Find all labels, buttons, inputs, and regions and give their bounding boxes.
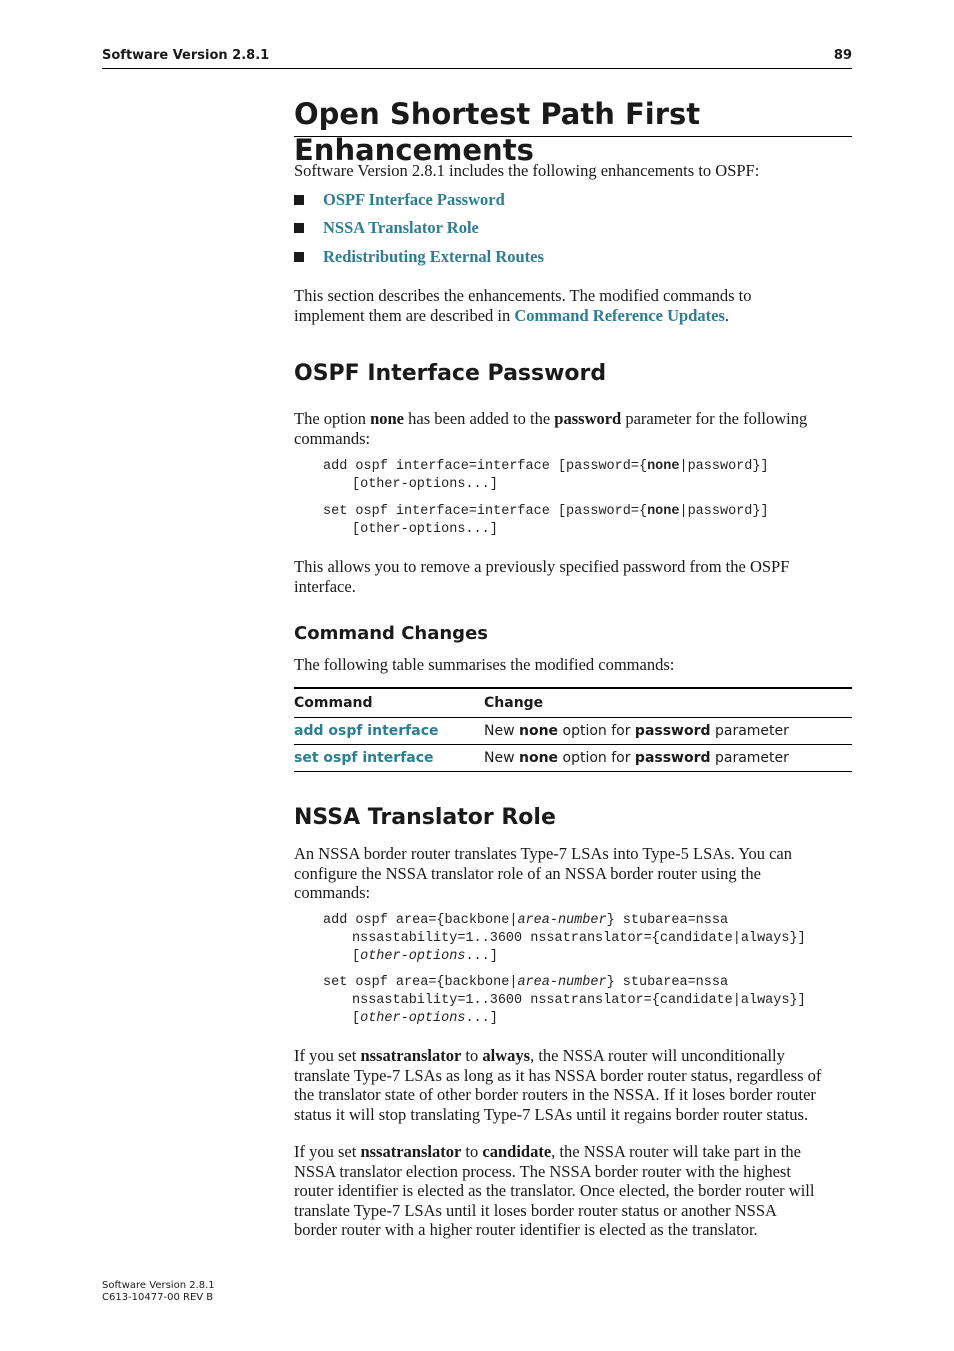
- command-changes-desc: The following table summarises the modified commands:: [294, 655, 675, 674]
- code-text: |password}]: [679, 459, 769, 474]
- bullet-square-icon: [294, 252, 304, 262]
- text: If you set: [294, 1142, 361, 1161]
- text-bold: none: [519, 723, 559, 739]
- table-header-row: [294, 688, 852, 718]
- page-number: 89: [833, 48, 852, 63]
- text: commands:: [294, 428, 371, 448]
- text: parameter for the following: [621, 409, 808, 428]
- change-cell: [484, 718, 852, 745]
- bullet-link-redistributing[interactable]: Redistributing External Routes: [323, 247, 544, 266]
- code-text: nssastability=1..3600 nssatranslator={candidate|always}]: [352, 931, 806, 946]
- section-description: [294, 286, 854, 325]
- nssa-always-paragraph: [294, 1046, 854, 1124]
- text: New: [484, 750, 519, 766]
- code-bold: none: [647, 459, 680, 474]
- nssa-intro-paragraph: [294, 844, 854, 903]
- heading-nssa-translator: NSSA Translator Role: [294, 805, 556, 830]
- ospf-password-paragraph: [294, 409, 854, 448]
- text-bold: nssatranslator: [360, 1142, 462, 1161]
- heading-ospf-password: OSPF Interface Password: [294, 361, 607, 386]
- text-line: translate Type-7 LSAs until it loses border router status or another NSSA: [294, 1200, 777, 1220]
- text: option for: [558, 750, 635, 766]
- code-set-ospf-area: [323, 974, 806, 1028]
- code-italic: other-options: [360, 949, 466, 964]
- code-add-ospf-interface: [323, 458, 769, 494]
- text-line: translate Type-7 LSAs as long as it has NSSA border router status, regardless of: [294, 1065, 822, 1085]
- code-text: [: [352, 1011, 361, 1026]
- nssa-candidate-paragraph: [294, 1142, 854, 1240]
- text: to: [461, 1142, 483, 1161]
- link-set-ospf-interface[interactable]: set ospf interface: [294, 750, 434, 766]
- text: option for: [558, 723, 635, 739]
- text: to: [461, 1046, 483, 1065]
- text-line: configure the NSSA translator role of an NSSA border router using the: [294, 863, 761, 883]
- text-bold: always: [482, 1046, 531, 1065]
- link-add-ospf-interface[interactable]: add ospf interface: [294, 723, 439, 739]
- code-italic: area-number: [517, 913, 607, 928]
- code-text: set ospf interface=interface [password={: [323, 504, 648, 519]
- code-add-ospf-area: [323, 912, 806, 966]
- change-cell: [484, 745, 852, 772]
- heading-command-changes: Command Changes: [294, 623, 488, 644]
- ospf-password-summary: [294, 557, 854, 596]
- code-text: [other-options...]: [352, 522, 498, 537]
- text-bold: none: [519, 750, 559, 766]
- code-text: add ospf interface=interface [password={: [323, 459, 648, 474]
- text-punct: .: [724, 305, 730, 325]
- code-text: add ospf area={backbone|: [323, 913, 518, 928]
- bullet-link-ospf-password[interactable]: OSPF Interface Password: [323, 190, 505, 209]
- header-version: Software Version 2.8.1: [102, 48, 270, 63]
- code-text: [other-options...]: [352, 477, 498, 492]
- text: has been added to the: [404, 409, 555, 428]
- text-line: router identifier is elected as the translator. Once elected, the border router will: [294, 1181, 815, 1200]
- page-footer: [102, 1280, 215, 1304]
- code-italic: other-options: [360, 1011, 466, 1026]
- text-bold: nssatranslator: [360, 1046, 462, 1065]
- text-line: This section describes the enhancements. The modified commands to: [294, 286, 752, 305]
- footer-version: Software Version 2.8.1: [102, 1280, 215, 1291]
- command-reference-link[interactable]: Command Reference Updates: [514, 305, 725, 325]
- code-text: set ospf area={backbone|: [323, 975, 518, 990]
- text-line: NSSA translator election process. The NSSA border router with the highest: [294, 1161, 791, 1181]
- bullet-square-icon: [294, 223, 304, 233]
- text-line: implement them are described in: [294, 305, 515, 325]
- option-none: none: [370, 409, 405, 428]
- text-line: commands:: [294, 883, 371, 902]
- text-line: status it will stop translating Type-7 LSAs until it regains border router status.: [294, 1104, 809, 1124]
- text: The option: [294, 409, 371, 428]
- command-changes-table: [294, 687, 852, 772]
- page-title: Open Shortest Path First Enhancements: [294, 96, 852, 137]
- code-text: } stubarea=nssa: [606, 913, 729, 928]
- code-text: } stubarea=nssa: [606, 975, 729, 990]
- col-change: Change: [484, 688, 852, 718]
- text-line: the translator state of other border routers in the NSSA. If it loses border router: [294, 1085, 816, 1104]
- text: parameter: [710, 723, 789, 739]
- code-italic: area-number: [517, 975, 607, 990]
- text: parameter: [710, 750, 789, 766]
- intro-text: Software Version 2.8.1 includes the following enhancements to OSPF:: [294, 161, 760, 180]
- code-text: ...]: [465, 1011, 498, 1026]
- table-row: [294, 718, 852, 745]
- text: , the NSSA router will take part in the: [551, 1142, 801, 1161]
- text: If you set: [294, 1046, 361, 1065]
- code-text: |password}]: [679, 504, 769, 519]
- bullet-link-nssa-translator[interactable]: NSSA Translator Role: [323, 218, 479, 237]
- code-bold: none: [647, 504, 680, 519]
- code-text: nssastability=1..3600 nssatranslator={candidate|always}]: [352, 993, 806, 1008]
- text-bold: password: [634, 723, 711, 739]
- text-line: border router with a higher router identifier is elected as the translator.: [294, 1220, 758, 1239]
- text-line: This allows you to remove a previously specified password from the OSPF: [294, 557, 790, 576]
- footer-doc-id: C613-10477-00 REV B: [102, 1292, 214, 1303]
- code-text: ...]: [465, 949, 498, 964]
- text-line: interface.: [294, 576, 356, 596]
- text-bold: candidate: [482, 1142, 552, 1161]
- table-row: [294, 745, 852, 772]
- code-set-ospf-interface: [323, 503, 769, 539]
- text-line: An NSSA border router translates Type-7 LSAs into Type-5 LSAs. You can: [294, 844, 793, 863]
- text: New: [484, 723, 519, 739]
- text: , the NSSA router will unconditionally: [530, 1046, 785, 1065]
- bullet-square-icon: [294, 195, 304, 205]
- param-password: password: [554, 409, 622, 428]
- col-command: Command: [294, 688, 484, 718]
- page-header: [102, 48, 852, 69]
- text-bold: password: [634, 750, 711, 766]
- code-text: [: [352, 949, 361, 964]
